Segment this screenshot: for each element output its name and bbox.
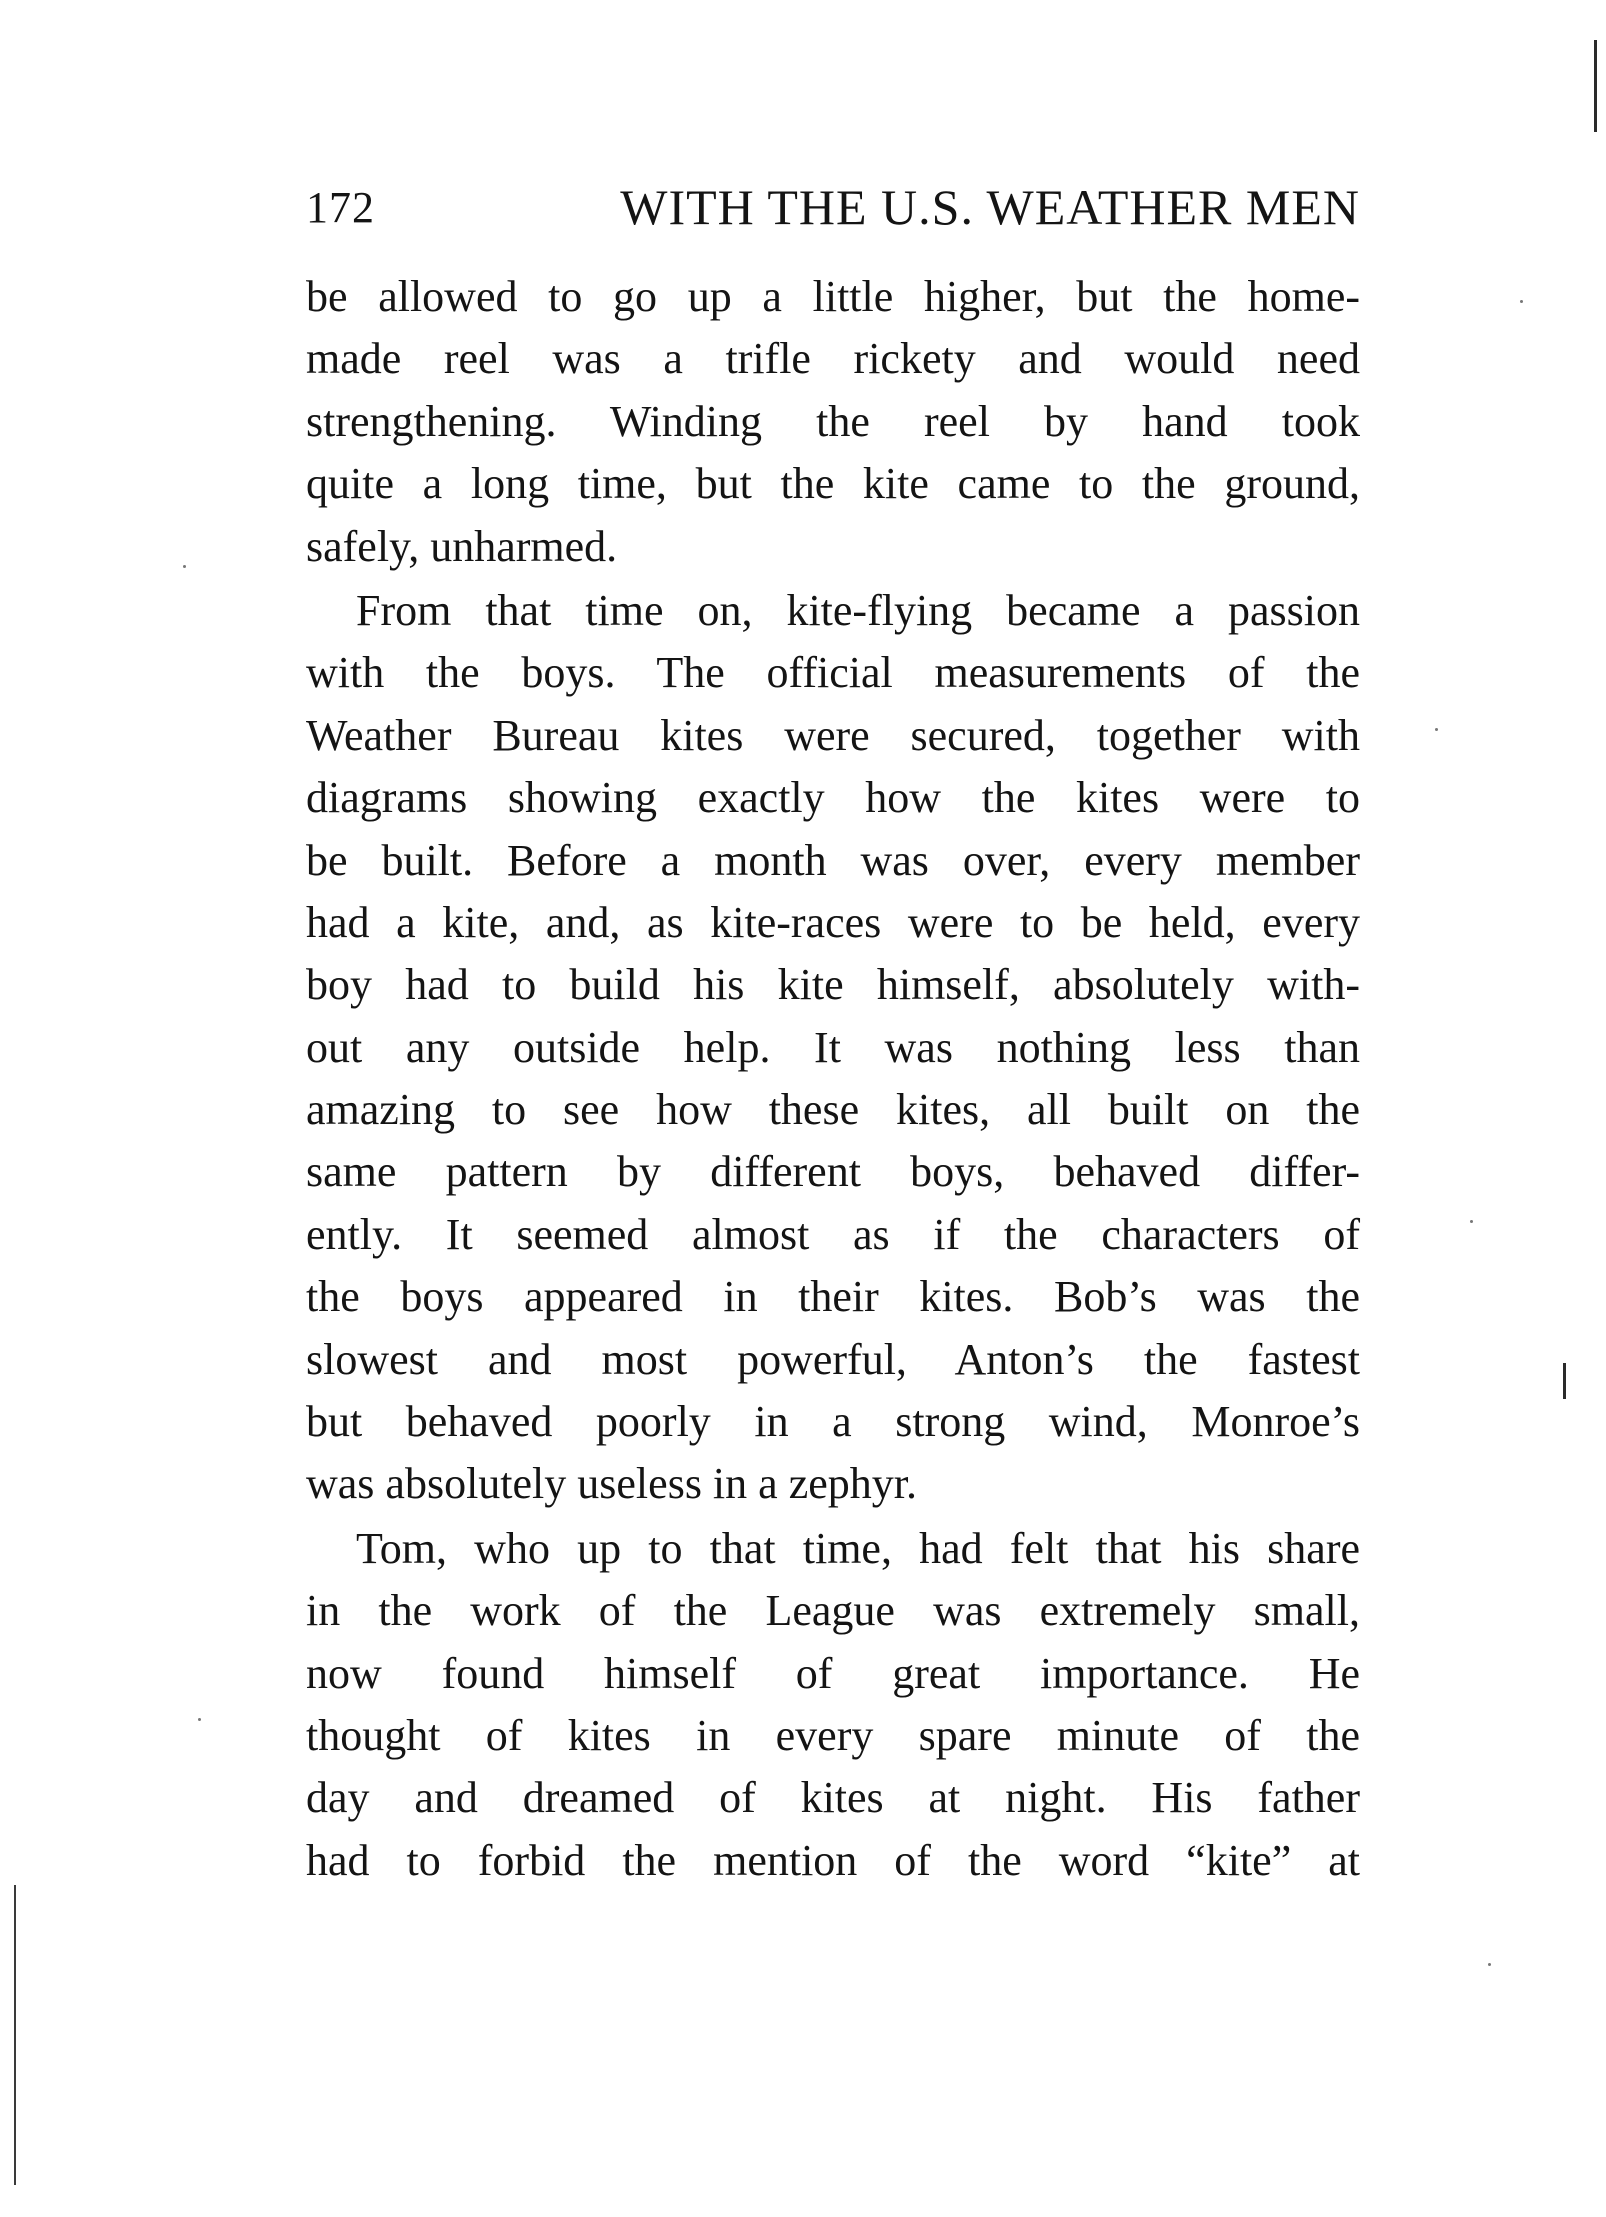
page-header — [306, 178, 1360, 248]
text-line: be built. Before a month was over, every member — [306, 835, 1360, 885]
text-line: From that time on, kite-flying became a passion — [356, 585, 1360, 635]
text-line: diagrams showing exactly how the kites were to — [306, 773, 1360, 823]
text-line: boy had to build his kite himself, absolutely with- — [306, 960, 1360, 1010]
text-line: was absolutely useless in a zephyr. — [306, 1459, 917, 1509]
text-line: in the work of the League was extremely small, — [306, 1586, 1360, 1636]
body-text — [306, 266, 1360, 1892]
text-line: out any outside help. It was nothing less than — [306, 1022, 1360, 1072]
text-line: Tom, who up to that time, had felt that his share — [356, 1523, 1360, 1573]
text-line: now found himself of great importance. He — [306, 1648, 1360, 1698]
scan-speck — [1435, 728, 1438, 731]
text-line: amazing to see how these kites, all built on the — [306, 1085, 1360, 1135]
text-line: same pattern by different boys, behaved differ- — [306, 1147, 1360, 1197]
page-number: 172 — [306, 183, 375, 232]
paragraph-1 — [306, 266, 1360, 578]
scan-artifact-line — [1594, 40, 1597, 132]
text-line: Weather Bureau kites were secured, together with — [306, 710, 1360, 760]
text-line: safely, unharmed. — [306, 521, 618, 571]
paragraph-2 — [306, 580, 1360, 1516]
text-line: strengthening. Winding the reel by hand took — [306, 396, 1360, 446]
scan-speck — [183, 565, 186, 568]
scan-artifact-line — [1563, 1363, 1566, 1399]
text-line: thought of kites in every spare minute of the — [306, 1710, 1360, 1760]
text-line: be allowed to go up a little higher, but the home- — [306, 272, 1360, 321]
text-line: quite a long time, but the kite came to the ground, — [306, 459, 1360, 509]
scan-speck — [1520, 300, 1523, 303]
paragraph-3 — [306, 1518, 1360, 1892]
scan-speck — [1488, 1963, 1491, 1966]
scan-speck — [198, 1718, 201, 1721]
text-line: day and dreamed of kites at night. His father — [306, 1773, 1360, 1823]
scan-speck — [1470, 1220, 1473, 1223]
running-head: WITH THE U.S. WEATHER MEN — [620, 179, 1360, 235]
text-line: made reel was a trifle rickety and would need — [306, 334, 1360, 384]
text-line: had to forbid the mention of the word “kite” at — [306, 1835, 1360, 1885]
text-line: but behaved poorly in a strong wind, Monroe’s — [306, 1397, 1360, 1447]
scan-artifact-line — [14, 1885, 16, 2185]
text-line: slowest and most powerful, Anton’s the fastest — [306, 1334, 1360, 1384]
text-line: with the boys. The official measurements of the — [306, 648, 1360, 698]
text-line: the boys appeared in their kites. Bob’s was the — [306, 1272, 1360, 1322]
text-line: ently. It seemed almost as if the characters of — [306, 1209, 1360, 1259]
text-line: had a kite, and, as kite-races were to be held, every — [306, 897, 1360, 947]
